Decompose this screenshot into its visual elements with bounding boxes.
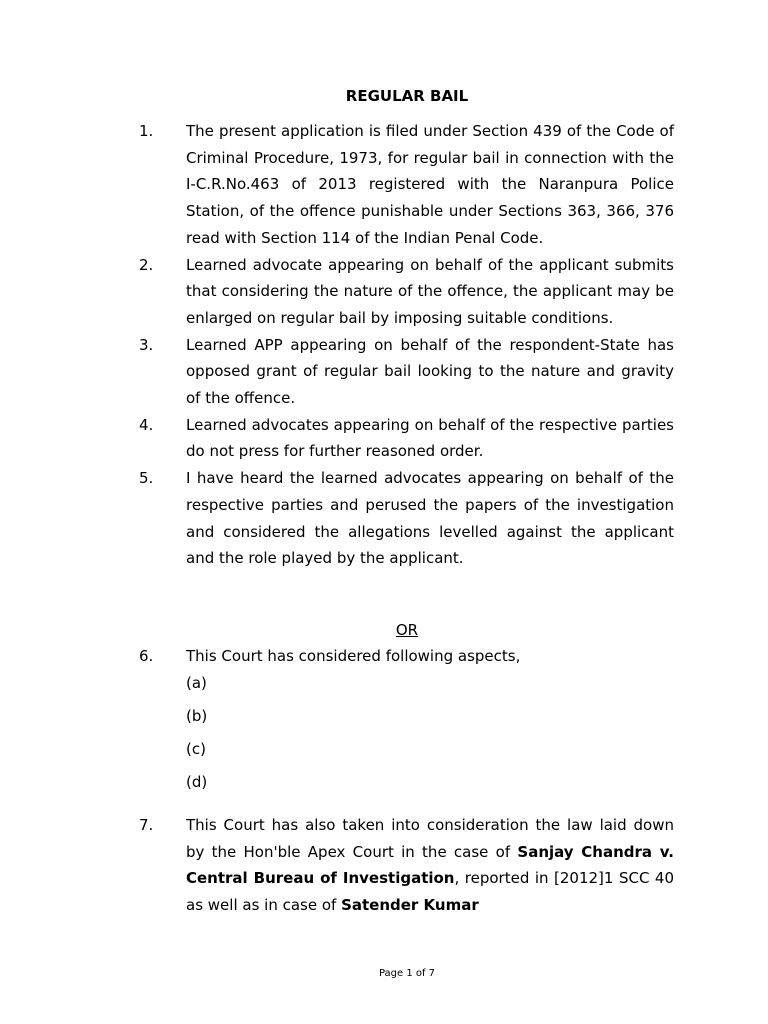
paragraph-text: Learned APP appearing on behalf of the respondent-State has opposed grant of regular bail looking to the nature and gravity of the offence. xyxy=(186,335,674,408)
paragraph-number: 7. xyxy=(139,816,154,834)
case-name-bold: Satender Kumar xyxy=(341,896,479,915)
paragraph-text: This Court has considered following aspects, xyxy=(186,647,521,665)
paragraph-text: Learned advocate appearing on behalf of the applicant submits that considering the nature of the offence, the applicant may be enlarged on regular bail by imposing suitable conditions. xyxy=(186,255,674,327)
sub-item-c: (c) xyxy=(186,740,206,758)
paragraph-text: I have heard the learned advocates appearing on behalf of the respective parties and perused the papers of the investigation and considered the allegations levelled against the applicant and the role played by the applicant. xyxy=(186,469,674,568)
paragraph-text-part: , reported in [2012]1 SCC 40 as well as in case of xyxy=(186,869,675,915)
paragraph-number: 2. xyxy=(139,255,154,274)
paragraph-4 xyxy=(0,412,768,465)
paragraph-2 xyxy=(0,252,768,332)
paragraph-7 xyxy=(0,812,768,919)
paragraph-number: 5. xyxy=(139,469,154,488)
paragraph-text: The present application is filed under Section 439 of the Code of Criminal Procedure, 1973, for regular bail in connection with the I-C.R.No.463 of 2013 registered with the Naranpura Police Station, of the offence punishable under Sections 363, 366, 376 read with Section 114 of the Indian Penal Code. xyxy=(186,122,674,247)
paragraph-number: 1. xyxy=(139,122,154,140)
paragraph-5 xyxy=(0,465,768,572)
paragraph-text xyxy=(186,812,674,919)
sub-item-b: (b) xyxy=(186,707,208,725)
paragraph-number: 6. xyxy=(139,647,154,665)
paragraph-3 xyxy=(0,332,768,412)
paragraph-list xyxy=(0,118,768,572)
case-name-bold: Sanjay Chandra v. Central Bureau of Investigation xyxy=(186,842,674,888)
paragraph-text-part: This Court has also taken into consideration the law laid down by the Hon'ble Apex Court in the case of xyxy=(186,816,674,861)
paragraph-text: Learned advocates appearing on behalf of the respective parties do not press for further reasoned order. xyxy=(186,415,674,461)
paragraph-number: 4. xyxy=(139,415,154,434)
sub-item-a: (a) xyxy=(186,674,207,692)
page-title: REGULAR BAIL xyxy=(345,87,469,105)
or-separator: OR xyxy=(395,621,419,639)
paragraph-1 xyxy=(0,118,768,252)
sub-item-d: (d) xyxy=(186,773,208,791)
page-footer: Page 1 of 7 xyxy=(378,968,436,979)
paragraph-6 xyxy=(0,643,768,670)
paragraph-number: 3. xyxy=(139,335,154,354)
